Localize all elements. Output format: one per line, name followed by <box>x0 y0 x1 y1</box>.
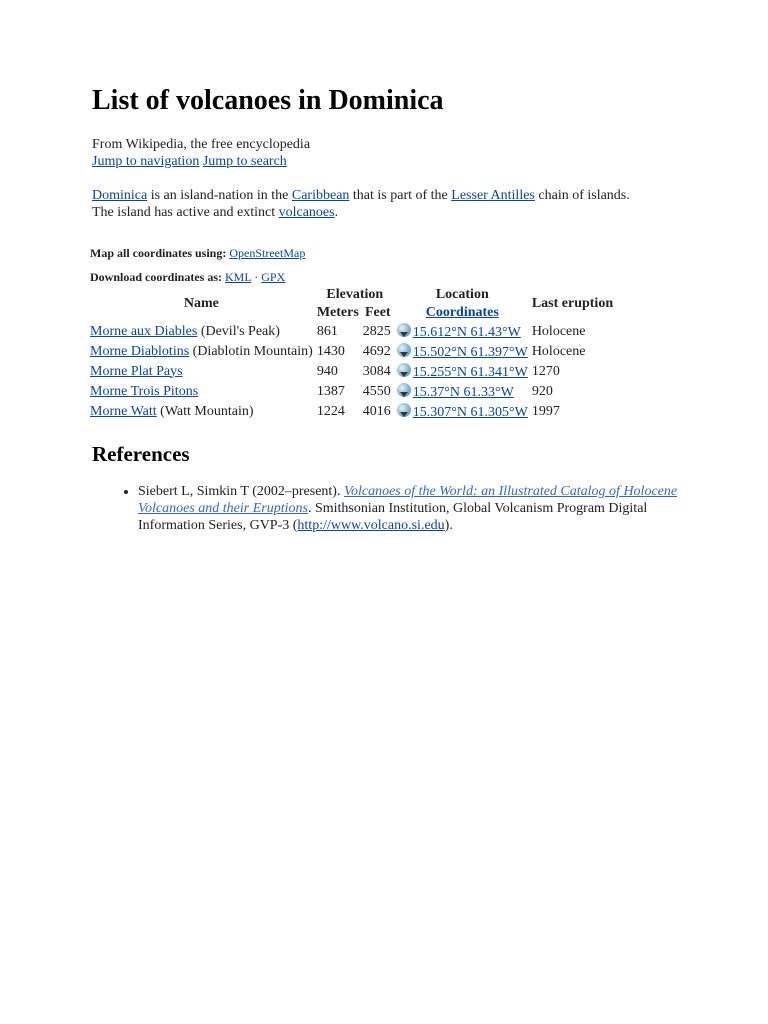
jump-links <box>92 154 287 171</box>
header-name: Name <box>183 296 219 311</box>
globe-icon[interactable] <box>397 343 411 357</box>
globe-icon[interactable] <box>397 323 411 337</box>
volcano-link[interactable]: Morne aux Diables <box>90 323 198 339</box>
download-coordinates-line <box>90 270 285 284</box>
volcano-link[interactable]: Morne Watt <box>90 403 157 419</box>
coordinate-link[interactable]: 15.502°N 61.397°W <box>412 344 528 360</box>
globe-icon[interactable] <box>397 403 411 417</box>
lesser-antilles-link[interactable]: Lesser Antilles <box>451 188 535 203</box>
volcanoes-link[interactable]: volcanoes <box>278 204 335 220</box>
cell-meters: 1224 <box>316 403 345 419</box>
header-elevation: Elevation <box>326 287 384 302</box>
table-row <box>88 322 615 342</box>
reference-title-link[interactable]: Volcanoes of the World: an Illustrated Catalog of Holocene Volcanoes and their Eruptions <box>138 484 678 516</box>
cell-name <box>88 402 315 422</box>
reference-end: ). <box>444 517 453 533</box>
globe-icon[interactable] <box>397 383 411 397</box>
cell-location <box>395 362 530 382</box>
intro-text-4: . <box>334 204 339 220</box>
table-row <box>88 382 615 402</box>
references-list <box>110 484 698 534</box>
header-feet: Feet <box>364 305 391 320</box>
cell-location <box>395 322 530 342</box>
gpx-link[interactable]: GPX <box>261 270 286 284</box>
alt-name: (Diablotin Mountain) <box>189 343 313 359</box>
reference-url-link[interactable]: http://www.volcano.si.edu <box>297 517 445 533</box>
cell-name <box>88 322 315 342</box>
cell-name <box>88 382 315 402</box>
cell-name <box>88 342 315 362</box>
cell-name <box>88 362 315 382</box>
jump-to-search-link[interactable]: Jump to search <box>202 154 287 169</box>
map-coordinates-line <box>90 246 305 260</box>
table-row <box>88 342 615 362</box>
alt-name: (Devil's Peak) <box>197 323 280 339</box>
reference-publisher: . Smithsonian Institution, Global Volcanism Program Digital Information Series, GVP-3 ( <box>138 500 648 533</box>
reference-item <box>138 484 698 534</box>
openstreetmap-link[interactable]: OpenStreetMap <box>229 246 306 260</box>
header-coordinates <box>395 304 530 322</box>
cell-location <box>395 342 530 362</box>
header-meters: Meters <box>316 305 359 320</box>
cell-eruption: Holocene <box>531 343 586 359</box>
cell-feet: 2825 <box>362 323 391 339</box>
cell-eruption: 1997 <box>531 403 560 419</box>
table-header-row <box>88 286 615 304</box>
table-row <box>88 402 615 422</box>
cell-meters: 861 <box>316 323 338 339</box>
tagline: From Wikipedia, the free encyclopedia <box>92 137 311 152</box>
volcano-link[interactable]: Morne Diablotins <box>90 343 190 359</box>
cell-eruption: 920 <box>531 383 553 399</box>
cell-eruption: Holocene <box>531 323 586 339</box>
cell-location <box>395 402 530 422</box>
coordinate-link[interactable]: 15.307°N 61.305°W <box>412 404 528 420</box>
cell-meters: 1430 <box>316 343 345 359</box>
download-coordinates-label: Download coordinates as: <box>90 270 223 284</box>
reference-authors: Siebert L, Simkin T (2002–present). <box>138 484 344 499</box>
jump-to-navigation-link[interactable]: Jump to navigation <box>92 154 200 169</box>
header-location: Location <box>435 287 489 302</box>
cell-feet: 4016 <box>362 403 391 419</box>
cell-feet: 3084 <box>362 363 391 379</box>
globe-icon[interactable] <box>397 363 411 377</box>
page-title: List of volcanoes in Dominica <box>92 85 444 116</box>
cell-feet: 4550 <box>362 383 391 399</box>
coordinate-link[interactable]: 15.255°N 61.341°W <box>412 364 528 380</box>
intro-paragraph <box>92 188 652 222</box>
coordinate-link[interactable]: 15.612°N 61.43°W <box>412 324 521 340</box>
dominica-link[interactable]: Dominica <box>92 188 148 203</box>
header-last-eruption: Last eruption <box>531 296 614 311</box>
caribbean-link[interactable]: Caribbean <box>291 188 350 203</box>
coordinates-header-link[interactable]: Coordinates <box>425 305 499 320</box>
references-heading: References <box>92 442 190 466</box>
map-coordinates-label: Map all coordinates using: <box>90 246 227 260</box>
cell-location <box>395 382 530 402</box>
table-row <box>88 362 615 382</box>
cell-feet: 4692 <box>362 343 391 359</box>
volcano-link[interactable]: Morne Plat Pays <box>90 363 183 379</box>
coordinate-link[interactable]: 15.37°N 61.33°W <box>412 384 514 400</box>
separator: · <box>251 270 262 284</box>
volcano-link[interactable]: Morne Trois Pitons <box>90 383 199 399</box>
alt-name: (Watt Mountain) <box>156 403 254 419</box>
intro-text-2: that is part of the <box>349 188 452 203</box>
intro-text-1: is an island-nation in the <box>147 188 292 203</box>
intro-text-3: chain of islands. The island has active and extinct <box>92 188 630 220</box>
kml-link[interactable]: KML <box>225 270 252 284</box>
cell-eruption: 1270 <box>531 363 560 379</box>
cell-meters: 940 <box>316 363 338 379</box>
cell-meters: 1387 <box>316 383 345 399</box>
volcano-table <box>88 286 615 422</box>
